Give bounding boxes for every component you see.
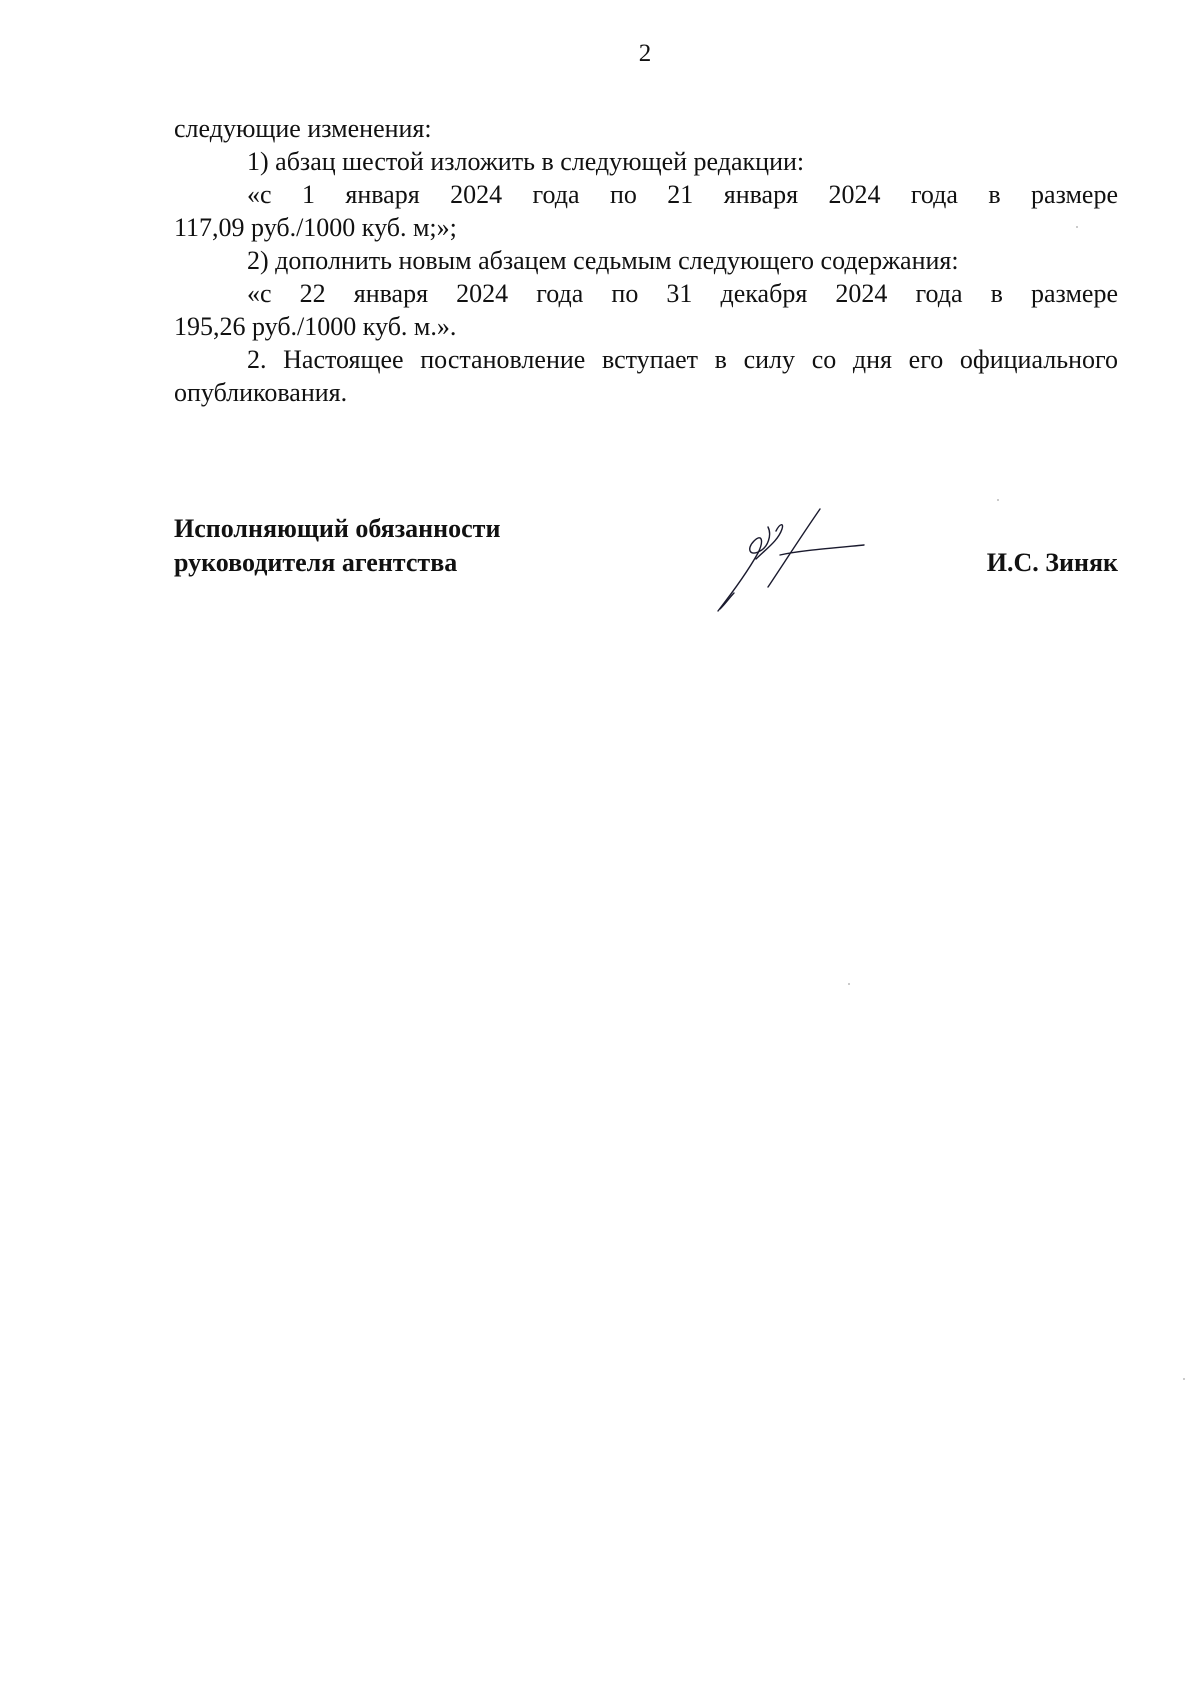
paragraph-effective-date: 2. Настоящее постановление вступает в силу со дня его официального опубликования. <box>174 345 1118 407</box>
quote-2-line-1: «с 22 января 2024 года по 31 декабря 2024 года в размере <box>247 279 1118 308</box>
page-number: 2 <box>638 40 652 67</box>
quote-2-line-2: 195,26 руб./1000 куб. м.». <box>174 312 457 341</box>
paragraph-quote-1 <box>174 178 1118 244</box>
scan-speck <box>848 983 850 985</box>
quote-1-line-1: «с 1 января 2024 года по 21 января 2024 года в размере <box>247 180 1118 209</box>
paragraph-item-2: 2) дополнить новым абзацем седьмым следующего содержания: <box>247 246 959 275</box>
signer-title-line-1: Исполняющий обязанности <box>174 514 501 543</box>
signer-name: И.С. Зиняк <box>986 548 1118 577</box>
document-body <box>174 112 1118 409</box>
paragraph-intro: следующие изменения: <box>174 114 432 143</box>
handwritten-signature <box>712 505 872 615</box>
paragraph-quote-2 <box>174 277 1118 343</box>
signer-title-line-2: руководителя агентства <box>174 548 458 577</box>
scan-speck <box>997 499 999 501</box>
signer-title <box>174 512 500 580</box>
scan-speck <box>1183 1378 1185 1380</box>
scan-speck <box>1076 226 1078 228</box>
quote-1-line-2: 117,09 руб./1000 куб. м;»; <box>174 213 457 242</box>
paragraph-item-1: 1) абзац шестой изложить в следующей редакции: <box>247 147 805 176</box>
